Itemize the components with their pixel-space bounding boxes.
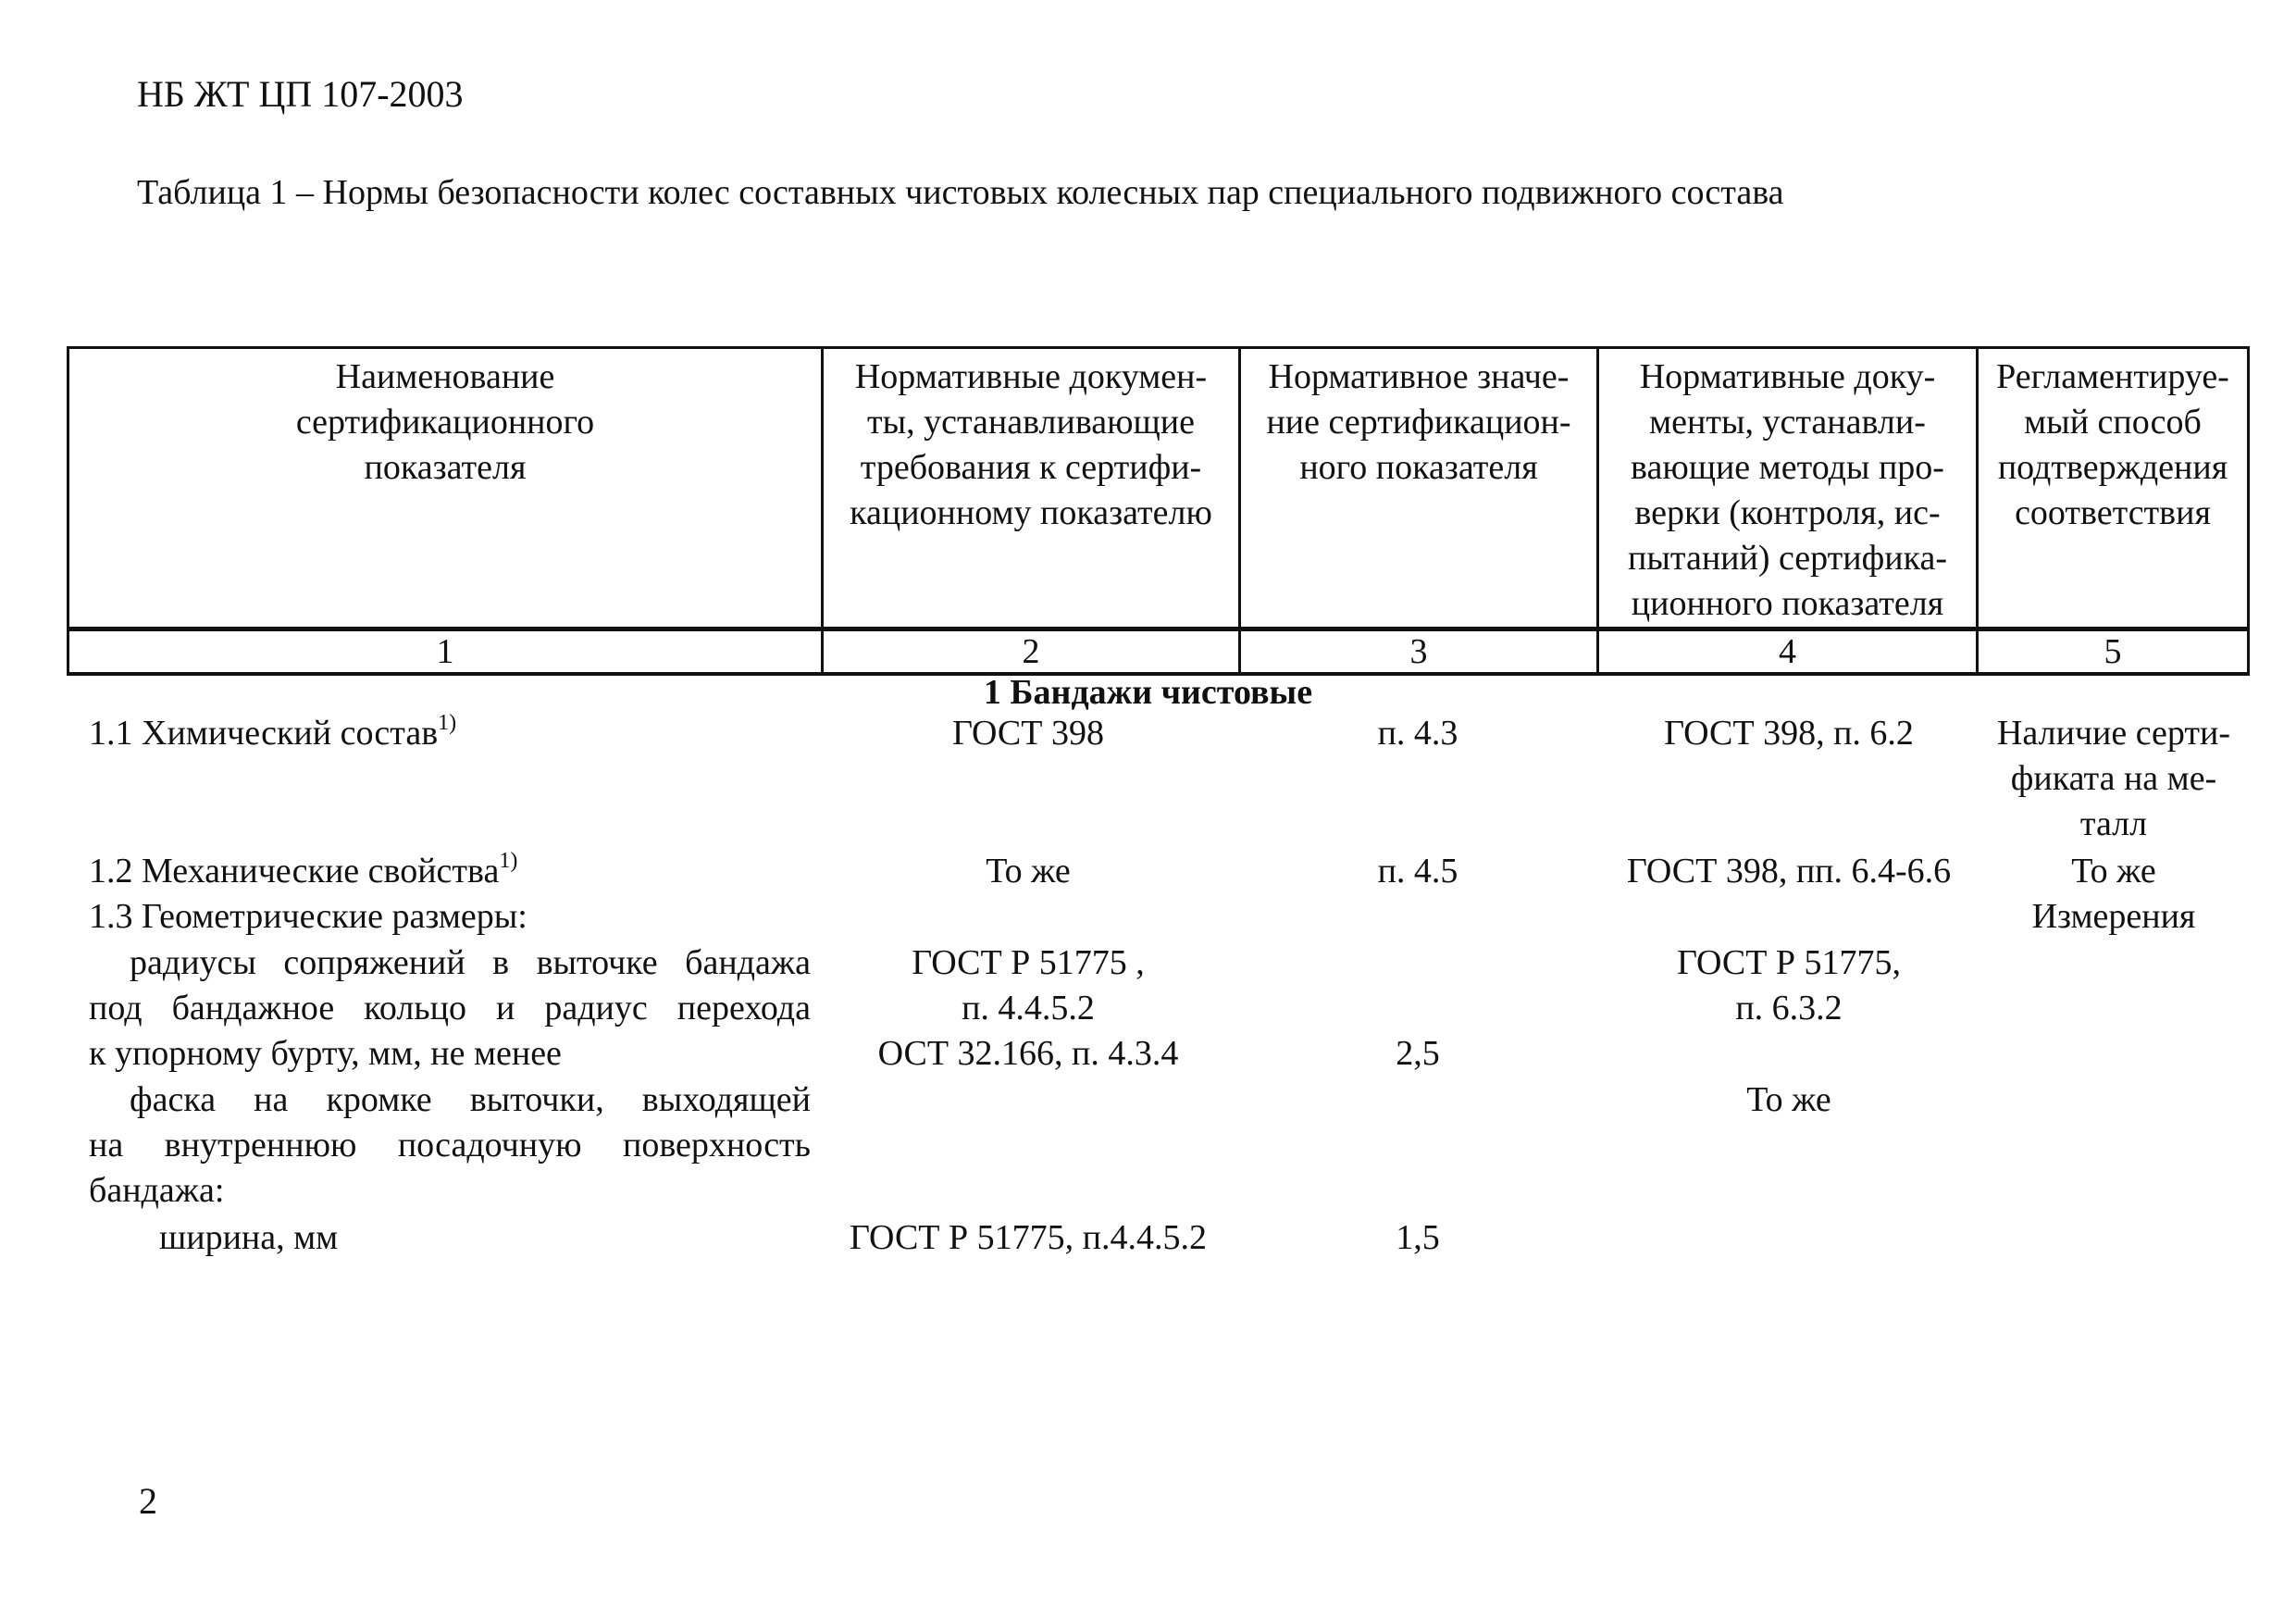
header-cell-normative-value — [1240, 348, 1598, 629]
row-1-2-value: п. 4.5 — [1377, 852, 1458, 890]
chamfer-line-1: фаска на кромке выточки, выходящей — [130, 1080, 811, 1119]
header-line: кационному показателю — [850, 493, 1212, 532]
header-line: Нормативные доку- — [1639, 357, 1936, 396]
row-1-1-docs: ГОСТ 398 — [952, 714, 1104, 753]
radius-docs — [820, 940, 1236, 1077]
width-label: ширина, мм — [159, 1218, 339, 1257]
row-1-3-name: 1.3 Геометрические размеры: — [89, 897, 527, 936]
column-number: 2 — [823, 629, 1240, 675]
width-value: 1,5 — [1396, 1218, 1440, 1257]
row-label: 1.1 Химический состав — [89, 714, 439, 753]
radius-method — [1599, 940, 1979, 1031]
header-line: сертификационного — [295, 403, 595, 442]
header-cell-name — [68, 348, 823, 629]
column-number: 1 — [68, 629, 823, 675]
header-cell-confirmation-method — [1978, 348, 2249, 629]
radius-line-2: под бандажное кольцо и радиус перехода — [89, 989, 811, 1027]
row-1-2-confirm: То же — [2071, 852, 2156, 890]
row-1-2-name — [89, 849, 811, 894]
header-table — [67, 346, 2250, 676]
header-line: Наименование — [335, 357, 555, 396]
header-line: ние сертификацион- — [1266, 403, 1571, 442]
docs-line: п. 4.4.5.2 — [962, 989, 1095, 1027]
header-line: показателя — [364, 448, 527, 487]
document-code: НБ ЖТ ЦП 107-2003 — [137, 73, 464, 115]
column-number-row — [68, 629, 2249, 675]
header-line: верки (контроля, ис- — [1634, 493, 1941, 532]
header-line: Нормативное значе- — [1268, 357, 1570, 396]
row-label: 1.2 Механические свойства — [89, 852, 500, 890]
chamfer-method: То же — [1746, 1080, 1831, 1119]
row-1-2-docs: То же — [986, 852, 1071, 890]
chamfer-line-3: бандажа: — [89, 1171, 225, 1210]
header-line: Нормативные докумен- — [854, 357, 1208, 396]
column-number: 4 — [1598, 629, 1978, 675]
page-number: 2 — [139, 1480, 157, 1522]
row-1-1-name — [89, 711, 811, 756]
chamfer-line-2: на внутреннюю посадочную поверхность — [89, 1126, 811, 1164]
footnote-mark: 1) — [438, 711, 457, 736]
header-line: мый способ — [2024, 403, 2202, 442]
column-number: 3 — [1240, 629, 1598, 675]
row-1-1-confirm — [1979, 711, 2249, 847]
radius-line-1: радиусы сопряжений в выточке бандажа — [130, 943, 811, 982]
header-cell-requirement-docs — [823, 348, 1240, 629]
header-line: соответствия — [2015, 493, 2211, 532]
header-row — [68, 348, 2249, 629]
section-title: 1 Бандажи чистовые — [983, 673, 1313, 712]
radius-line-3: к упорному бурту, мм, не менее — [89, 1034, 562, 1073]
docs-line: ГОСТ Р 51775 , — [912, 943, 1145, 982]
method-line: п. 6.3.2 — [1735, 989, 1843, 1027]
header-line: подтверждения — [1997, 448, 2228, 487]
row-1-1-method: ГОСТ 398, п. 6.2 — [1664, 714, 1914, 753]
row-1-2-method: ГОСТ 398, пп. 6.4-6.6 — [1626, 852, 1952, 890]
row-1-3-confirm: Измерения — [2031, 897, 2196, 936]
width-docs: ГОСТ Р 51775, п.4.4.5.2 — [850, 1218, 1207, 1257]
row-1-1-value: п. 4.3 — [1377, 714, 1458, 753]
header-line: ного показателя — [1299, 448, 1538, 487]
docs-line: ОСТ 32.166, п. 4.3.4 — [877, 1034, 1179, 1073]
confirm-line: Наличие серти- — [1996, 714, 2231, 753]
column-number: 5 — [1978, 629, 2249, 675]
header-line: пытаний) сертифика- — [1628, 539, 1947, 578]
header-line: ты, устанавливающие — [866, 403, 1196, 442]
header-line: Регламентируе- — [1996, 357, 2229, 396]
table-caption: Таблица 1 – Нормы безопасности колес составных чистовых колесных пар специального подвижного состава — [137, 173, 1784, 212]
header-cell-test-method-docs — [1598, 348, 1978, 629]
header-line: вающие методы про- — [1631, 448, 1944, 487]
header-line: ционного показателя — [1631, 584, 1944, 623]
method-line: ГОСТ Р 51775, — [1676, 943, 1902, 982]
footnote-mark: 1) — [499, 849, 518, 874]
radius-value: 2,5 — [1396, 1034, 1440, 1073]
confirm-line: талл — [2079, 804, 2148, 843]
confirm-line: фиката на ме- — [2010, 759, 2217, 798]
header-line: менты, устанавли- — [1649, 403, 1926, 442]
header-line: требования к сертифи- — [860, 448, 1202, 487]
